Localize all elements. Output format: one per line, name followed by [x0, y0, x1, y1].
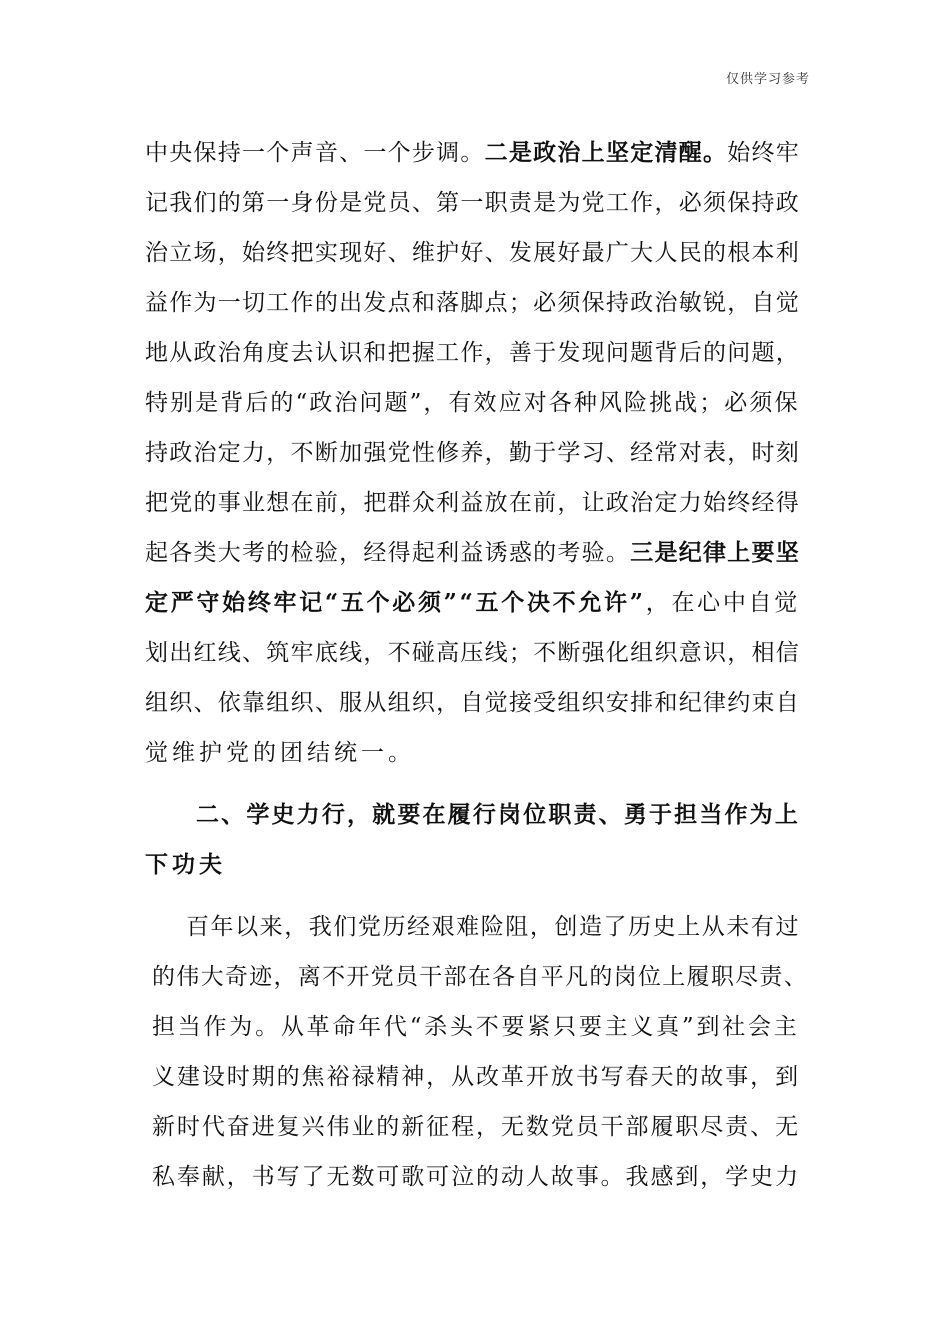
text-line	[145, 538, 800, 568]
bold-text-segment: 二是政治上坚定清醒。	[484, 139, 728, 166]
text-segment: 特别是背后的“政治问题”，有效应对各种风险挑战；必须保	[145, 390, 800, 416]
text-line	[196, 800, 800, 830]
text-segment: 划出红线、筑牢底线，不碰高压线；不断强化组织意识，相信	[145, 640, 800, 666]
text-line	[152, 1062, 800, 1092]
text-segment: 的伟大奇迹，离不开党员干部在各自平凡的岗位上履职尽责、	[152, 964, 808, 990]
text-line	[145, 738, 415, 768]
text-line	[152, 1112, 800, 1142]
text-segment: 中央保持一个声音、一个步调。	[145, 140, 485, 166]
text-line	[145, 850, 245, 880]
text-line	[152, 962, 808, 992]
text-segment: 始终牢	[727, 140, 801, 166]
text-segment: 记我们的第一身份是党员、第一职责是为党工作，必须保持政	[145, 190, 800, 216]
text-line	[145, 238, 800, 268]
text-segment: 担当作为。从革命年代“杀头不要紧只要主义真”到社会主	[152, 1014, 800, 1040]
text-segment: ，在心中自觉	[645, 590, 800, 616]
text-segment: 起各类大考的检验，经得起利益诱惑的考验。	[145, 540, 631, 566]
text-segment: 觉维护党的团结统一。	[145, 740, 415, 766]
text-line	[186, 912, 800, 942]
text-segment: 百年以来，我们党历经艰难险阻，创造了历史上从未有过	[186, 914, 800, 940]
text-line	[145, 288, 800, 318]
text-line	[145, 638, 800, 668]
text-line	[145, 438, 800, 468]
text-line	[145, 188, 800, 218]
bold-text-segment: 三是纪律上要坚	[630, 539, 801, 566]
text-line	[145, 688, 800, 718]
text-line	[145, 338, 800, 368]
bold-text-segment: 二、学史力行，就要在履行岗位职责、勇于担当作为上	[196, 801, 800, 828]
text-line	[145, 588, 800, 618]
text-line	[145, 138, 800, 168]
text-line	[152, 1162, 800, 1192]
text-segment: 把党的事业想在前，把群众利益放在前，让政治定力始终经得	[145, 490, 800, 516]
text-segment: 地从政治角度去认识和把握工作，善于发现问题背后的问题，	[145, 340, 800, 366]
text-line	[145, 488, 800, 518]
text-segment: 新时代奋进复兴伟业的新征程，无数党员干部履职尽责、无	[152, 1114, 800, 1140]
text-segment: 持政治定力，不断加强党性修养，勤于学习、经常对表，时刻	[145, 440, 800, 466]
bold-text-segment: 定严守始终牢记“五个必须”“五个决不允许”	[145, 589, 646, 616]
text-segment: 私奉献，书写了无数可歌可泣的动人故事。我感到，学史力	[152, 1164, 800, 1190]
bold-text-segment: 下功夫	[145, 851, 226, 878]
text-segment: 益作为一切工作的出发点和落脚点；必须保持政治敏锐，自觉	[145, 290, 800, 316]
text-line	[152, 1012, 800, 1042]
text-segment: 组织、依靠组织、服从组织，自觉接受组织安排和纪律约束自	[145, 690, 800, 716]
header-note: 仅供学习参考	[725, 72, 810, 87]
text-line	[145, 388, 800, 418]
text-segment: 义建设时期的焦裕禄精神，从改革开放书写春天的故事，到	[152, 1064, 800, 1090]
text-segment: 治立场，始终把实现好、维护好、发展好最广大人民的根本利	[145, 240, 800, 266]
